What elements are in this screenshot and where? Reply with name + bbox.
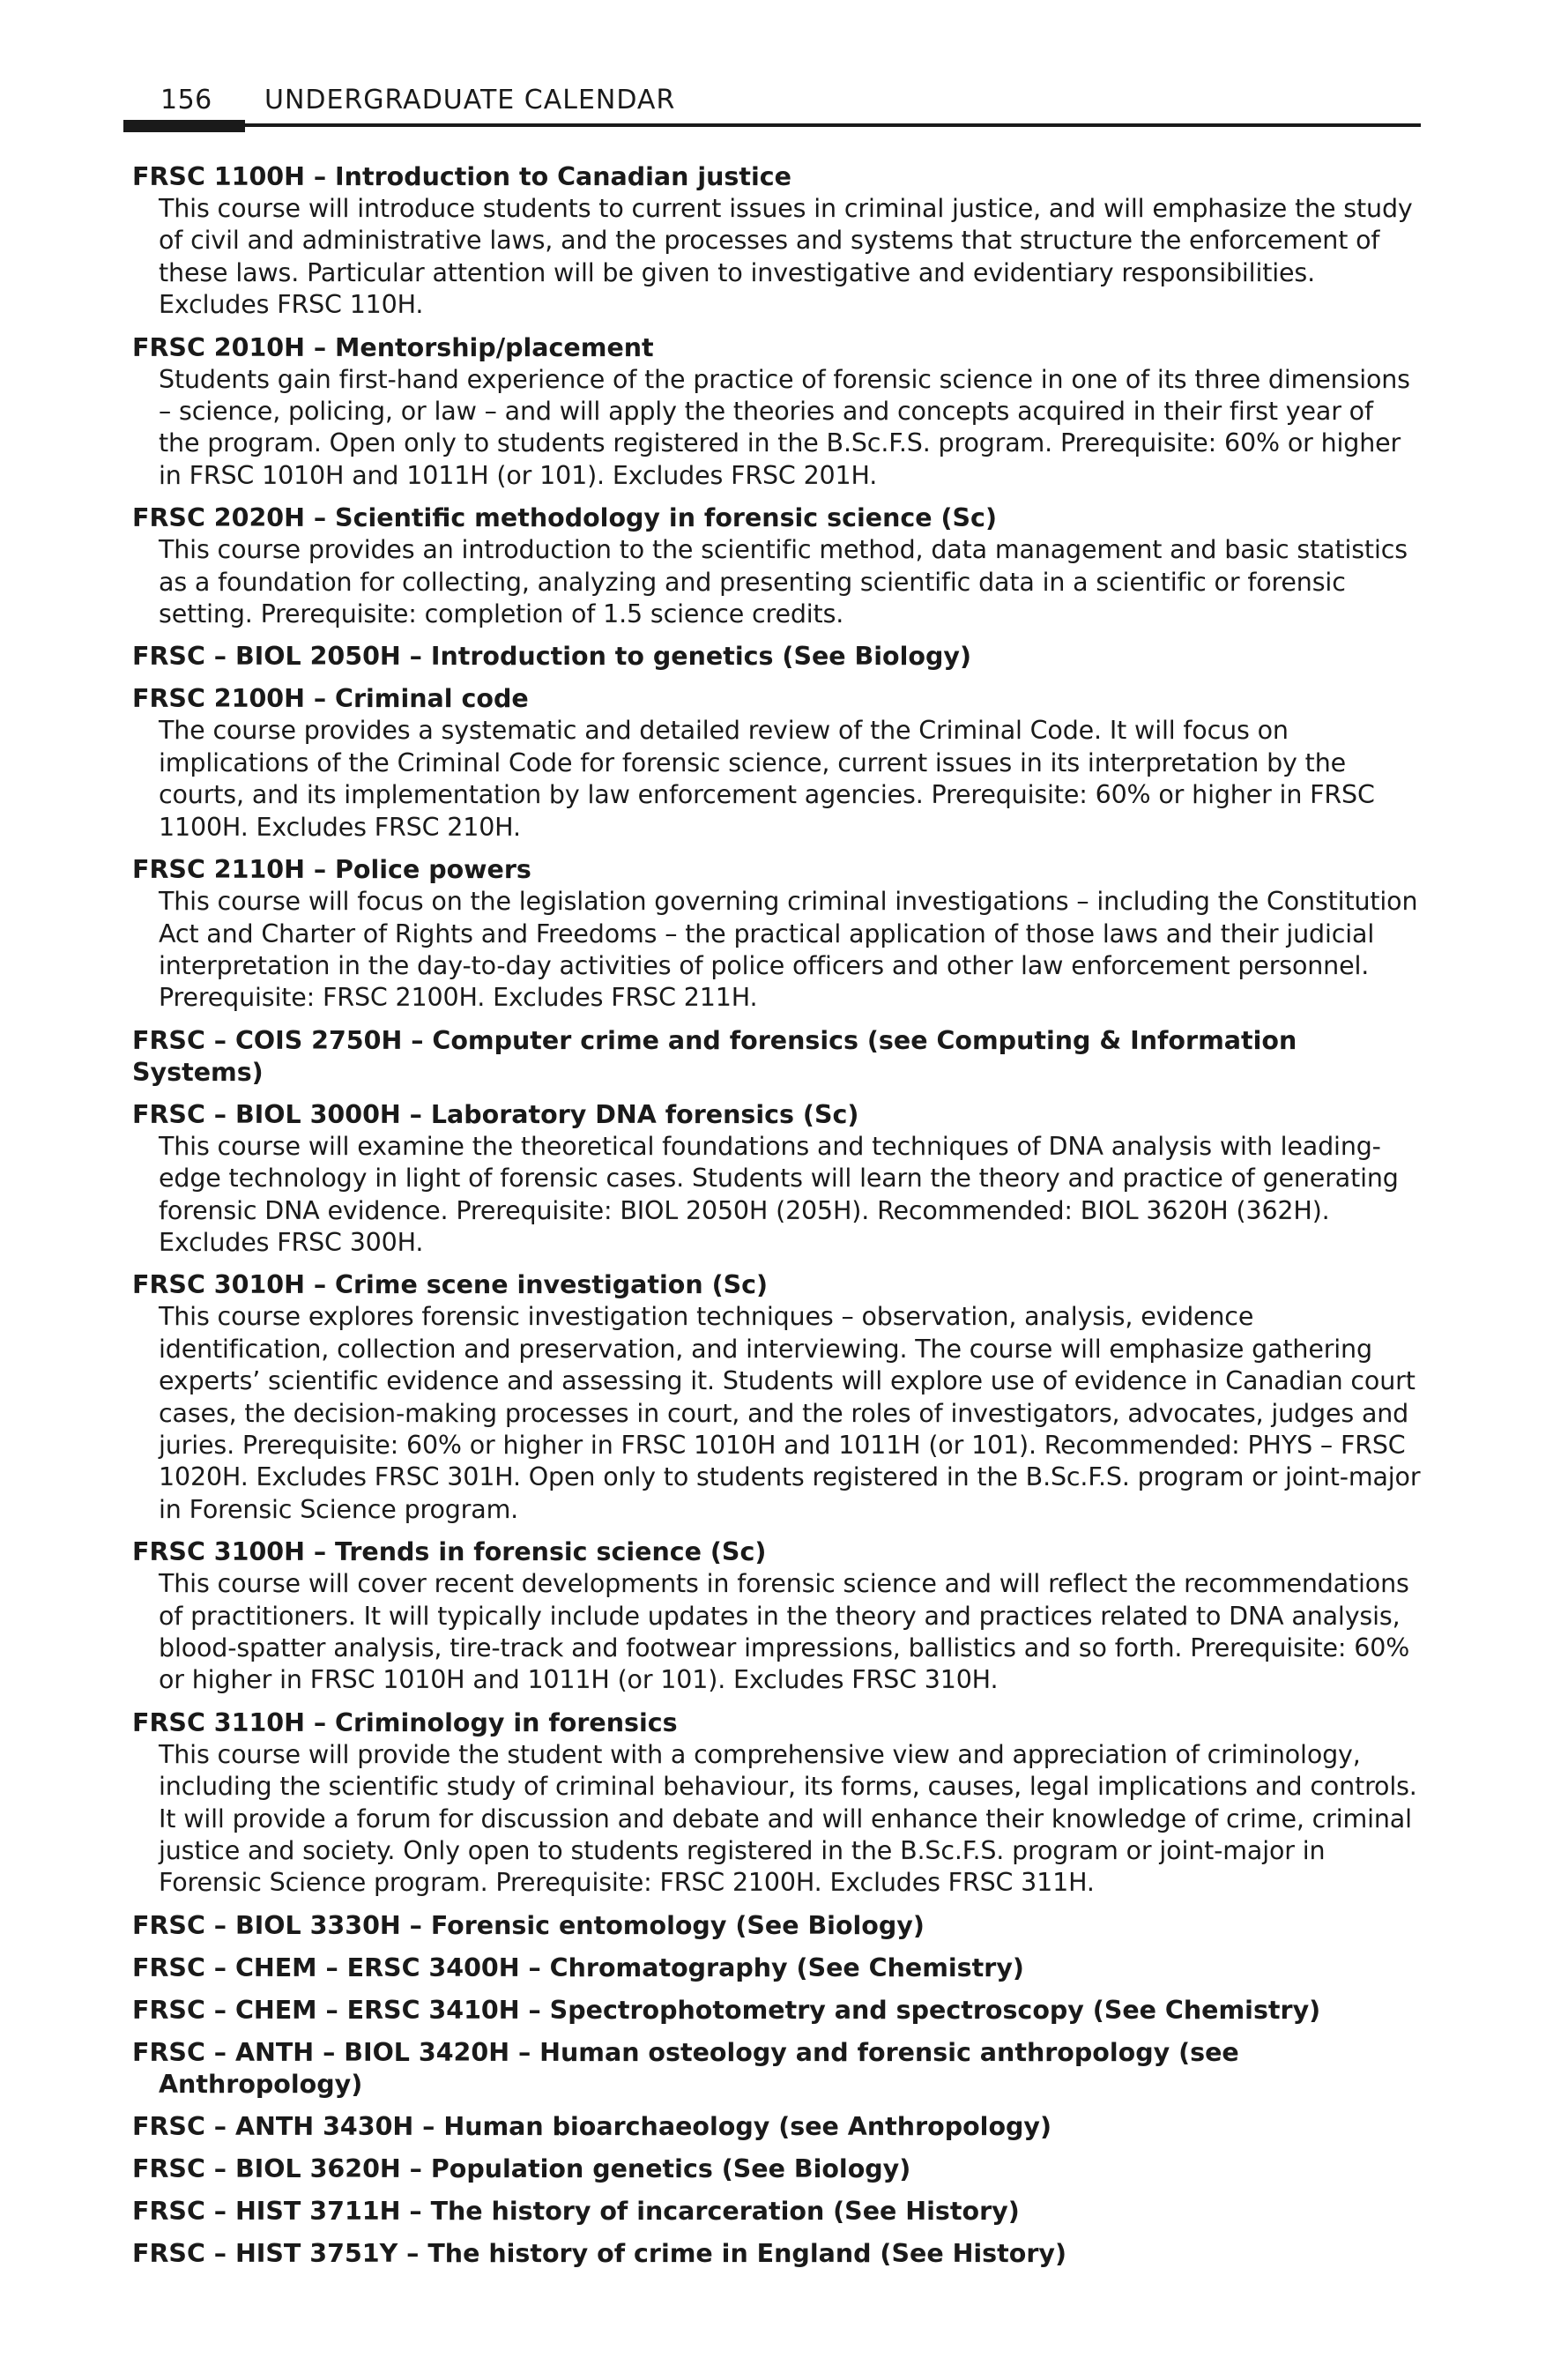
course-description: This course explores forensic investigation techniques – observation, analysis, evidence identification, collection and preservation, and interviewing. The course will emphasize gathering experts’ scientific evidence and assessing it. Students will explore use of evidence in Canadian court cases, the decision-making processes in court, and the roles of investigators, advocates, judges and juries. Prerequisite: 60% or higher in FRSC 1010H and 1011H (or 101). Recommended: PHYS – FRSC 1020H. Excludes FRSC 301H. Open only to students registered in the B.Sc.F.S. program or joint-major in Forensic Science program. xyxy=(159,1302,1421,1524)
course-heading: FRSC 3100H – Trends in forensic science (Sc) xyxy=(132,1537,767,1567)
course-description: This course provides an introduction to the scientific method, data management and basic statistics as a foundation for collecting, analyzing and presenting scientific data in a scientific or forensic setting. Prerequisite: completion of 1.5 science credits. xyxy=(159,535,1408,629)
course-heading: FRSC – HIST 3711H – The history of incarceration (See History) xyxy=(132,2196,1020,2226)
course-list xyxy=(132,161,1421,2280)
course-heading: FRSC 3010H – Crime scene investigation (Sc) xyxy=(132,1270,769,1300)
course-entry xyxy=(132,854,1421,1015)
course-heading: FRSC – CHEM – ERSC 3410H – Spectrophotometry and spectroscopy (See Chemistry) xyxy=(132,1995,1321,2025)
course-heading: FRSC – BIOL 2050H – Introduction to genetics (See Biology) xyxy=(132,642,971,672)
course-heading: FRSC 2100H – Criminal code xyxy=(132,684,529,714)
course-entry xyxy=(132,1995,1421,2027)
course-entry xyxy=(132,2238,1421,2270)
header-tab xyxy=(123,120,245,132)
course-description: This course will cover recent developments in forensic science and will reflect the recommendations of practitioners. It will typically include updates in the theory and practices related to DNA analysis, blood-spatter analysis, tire-track and footwear impressions, ballistics and so forth. Prerequisite: 60% or higher in FRSC 1010H and 1011H (or 101). Excludes FRSC 310H. xyxy=(159,1569,1410,1695)
course-heading: FRSC – BIOL 3000H – Laboratory DNA forensics (Sc) xyxy=(132,1099,859,1129)
header-rule xyxy=(123,123,1421,127)
course-entry xyxy=(132,2196,1421,2228)
page-header xyxy=(123,81,1421,127)
page-number: 156 xyxy=(160,85,212,115)
course-description: Students gain first-hand experience of the practice of forensic science in one of its three dimensions – science, policing, or law – and will apply the theories and concepts acquired in their first year of the program. Open only to students registered in the B.Sc.F.S. program. Prerequisite: 60% or higher in FRSC 1010H and 1011H (or 101). Excludes FRSC 201H. xyxy=(159,364,1410,490)
course-heading: FRSC – COIS 2750H – Computer crime and forensics (see Computing & Information Systems) xyxy=(132,1025,1297,1087)
course-heading: FRSC – BIOL 3330H – Forensic entomology (See Biology) xyxy=(132,1910,925,1940)
course-description: This course will provide the student with a comprehensive view and appreciation of criminology, including the scientific study of criminal behaviour, its forms, causes, legal implications and controls. It will provide a forum for discussion and debate and will enhance their knowledge of crime, criminal justice and society. Only open to students registered in the B.Sc.F.S. program or joint-major in Forensic Science program. Prerequisite: FRSC 2100H. Excludes FRSC 311H. xyxy=(159,1739,1417,1898)
course-heading: FRSC – ANTH – BIOL 3420H – Human osteology and forensic anthropology (see Anthropology) xyxy=(132,2037,1239,2099)
course-heading: FRSC 2010H – Mentorship/placement xyxy=(132,332,654,362)
running-title: UNDERGRADUATE CALENDAR xyxy=(264,85,676,115)
course-entry xyxy=(132,161,1421,322)
course-entry xyxy=(132,2153,1421,2185)
course-entry xyxy=(132,1910,1421,1942)
course-heading: FRSC 1100H – Introduction to Canadian justice xyxy=(132,162,792,191)
course-heading: FRSC – BIOL 3620H – Population genetics (See Biology) xyxy=(132,2153,911,2183)
course-description: The course provides a systematic and detailed review of the Criminal Code. It will focus on implications of the Criminal Code for forensic science, current issues in its interpretation by the courts, and its implementation by law enforcement agencies. Prerequisite: 60% or higher in FRSC 1100H. Excludes FRSC 210H. xyxy=(159,716,1375,842)
course-description: This course will introduce students to current issues in criminal justice, and will emphasize the study of civil and administrative laws, and the processes and systems that structure the enforcement of these laws. Particular attention will be given to investigative and evidentiary responsibilities. Excludes FRSC 110H. xyxy=(159,194,1413,320)
course-entry xyxy=(132,1707,1421,1900)
course-entry xyxy=(132,1099,1421,1260)
course-entry xyxy=(132,1269,1421,1526)
course-entry xyxy=(132,683,1421,844)
course-heading: FRSC 2020H – Scientific methodology in forensic science (Sc) xyxy=(132,503,997,533)
course-entry xyxy=(132,1025,1421,1089)
course-heading: FRSC – CHEM – ERSC 3400H – Chromatography (See Chemistry) xyxy=(132,1952,1024,1982)
course-entry xyxy=(132,641,1421,673)
course-entry xyxy=(132,2037,1421,2101)
course-heading: FRSC 3110H – Criminology in forensics xyxy=(132,1707,678,1737)
course-description: This course will examine the theoretical foundations and techniques of DNA analysis with leading-edge technology in light of forensic cases. Students will learn the theory and practice of generating forensic DNA evidence. Prerequisite: BIOL 2050H (205H). Recommended: BIOL 3620H (362H). Excludes FRSC 300H. xyxy=(159,1131,1399,1257)
course-entry xyxy=(132,2111,1421,2143)
course-entry xyxy=(132,1536,1421,1697)
course-entry xyxy=(132,502,1421,630)
course-entry xyxy=(132,332,1421,493)
course-entry xyxy=(132,1952,1421,1984)
course-heading: FRSC – HIST 3751Y – The history of crime in England (See History) xyxy=(132,2238,1067,2268)
course-heading: FRSC 2110H – Police powers xyxy=(132,855,531,885)
course-description: This course will focus on the legislation governing criminal investigations – including the Constitution Act and Charter of Rights and Freedoms – the practical application of those laws and their judicial interpretation in the day-to-day activities of police officers and other law enforcement personnel. Prerequisite: FRSC 2100H. Excludes FRSC 211H. xyxy=(159,887,1418,1013)
course-heading: FRSC – ANTH 3430H – Human bioarchaeology (see Anthropology) xyxy=(132,2111,1052,2141)
